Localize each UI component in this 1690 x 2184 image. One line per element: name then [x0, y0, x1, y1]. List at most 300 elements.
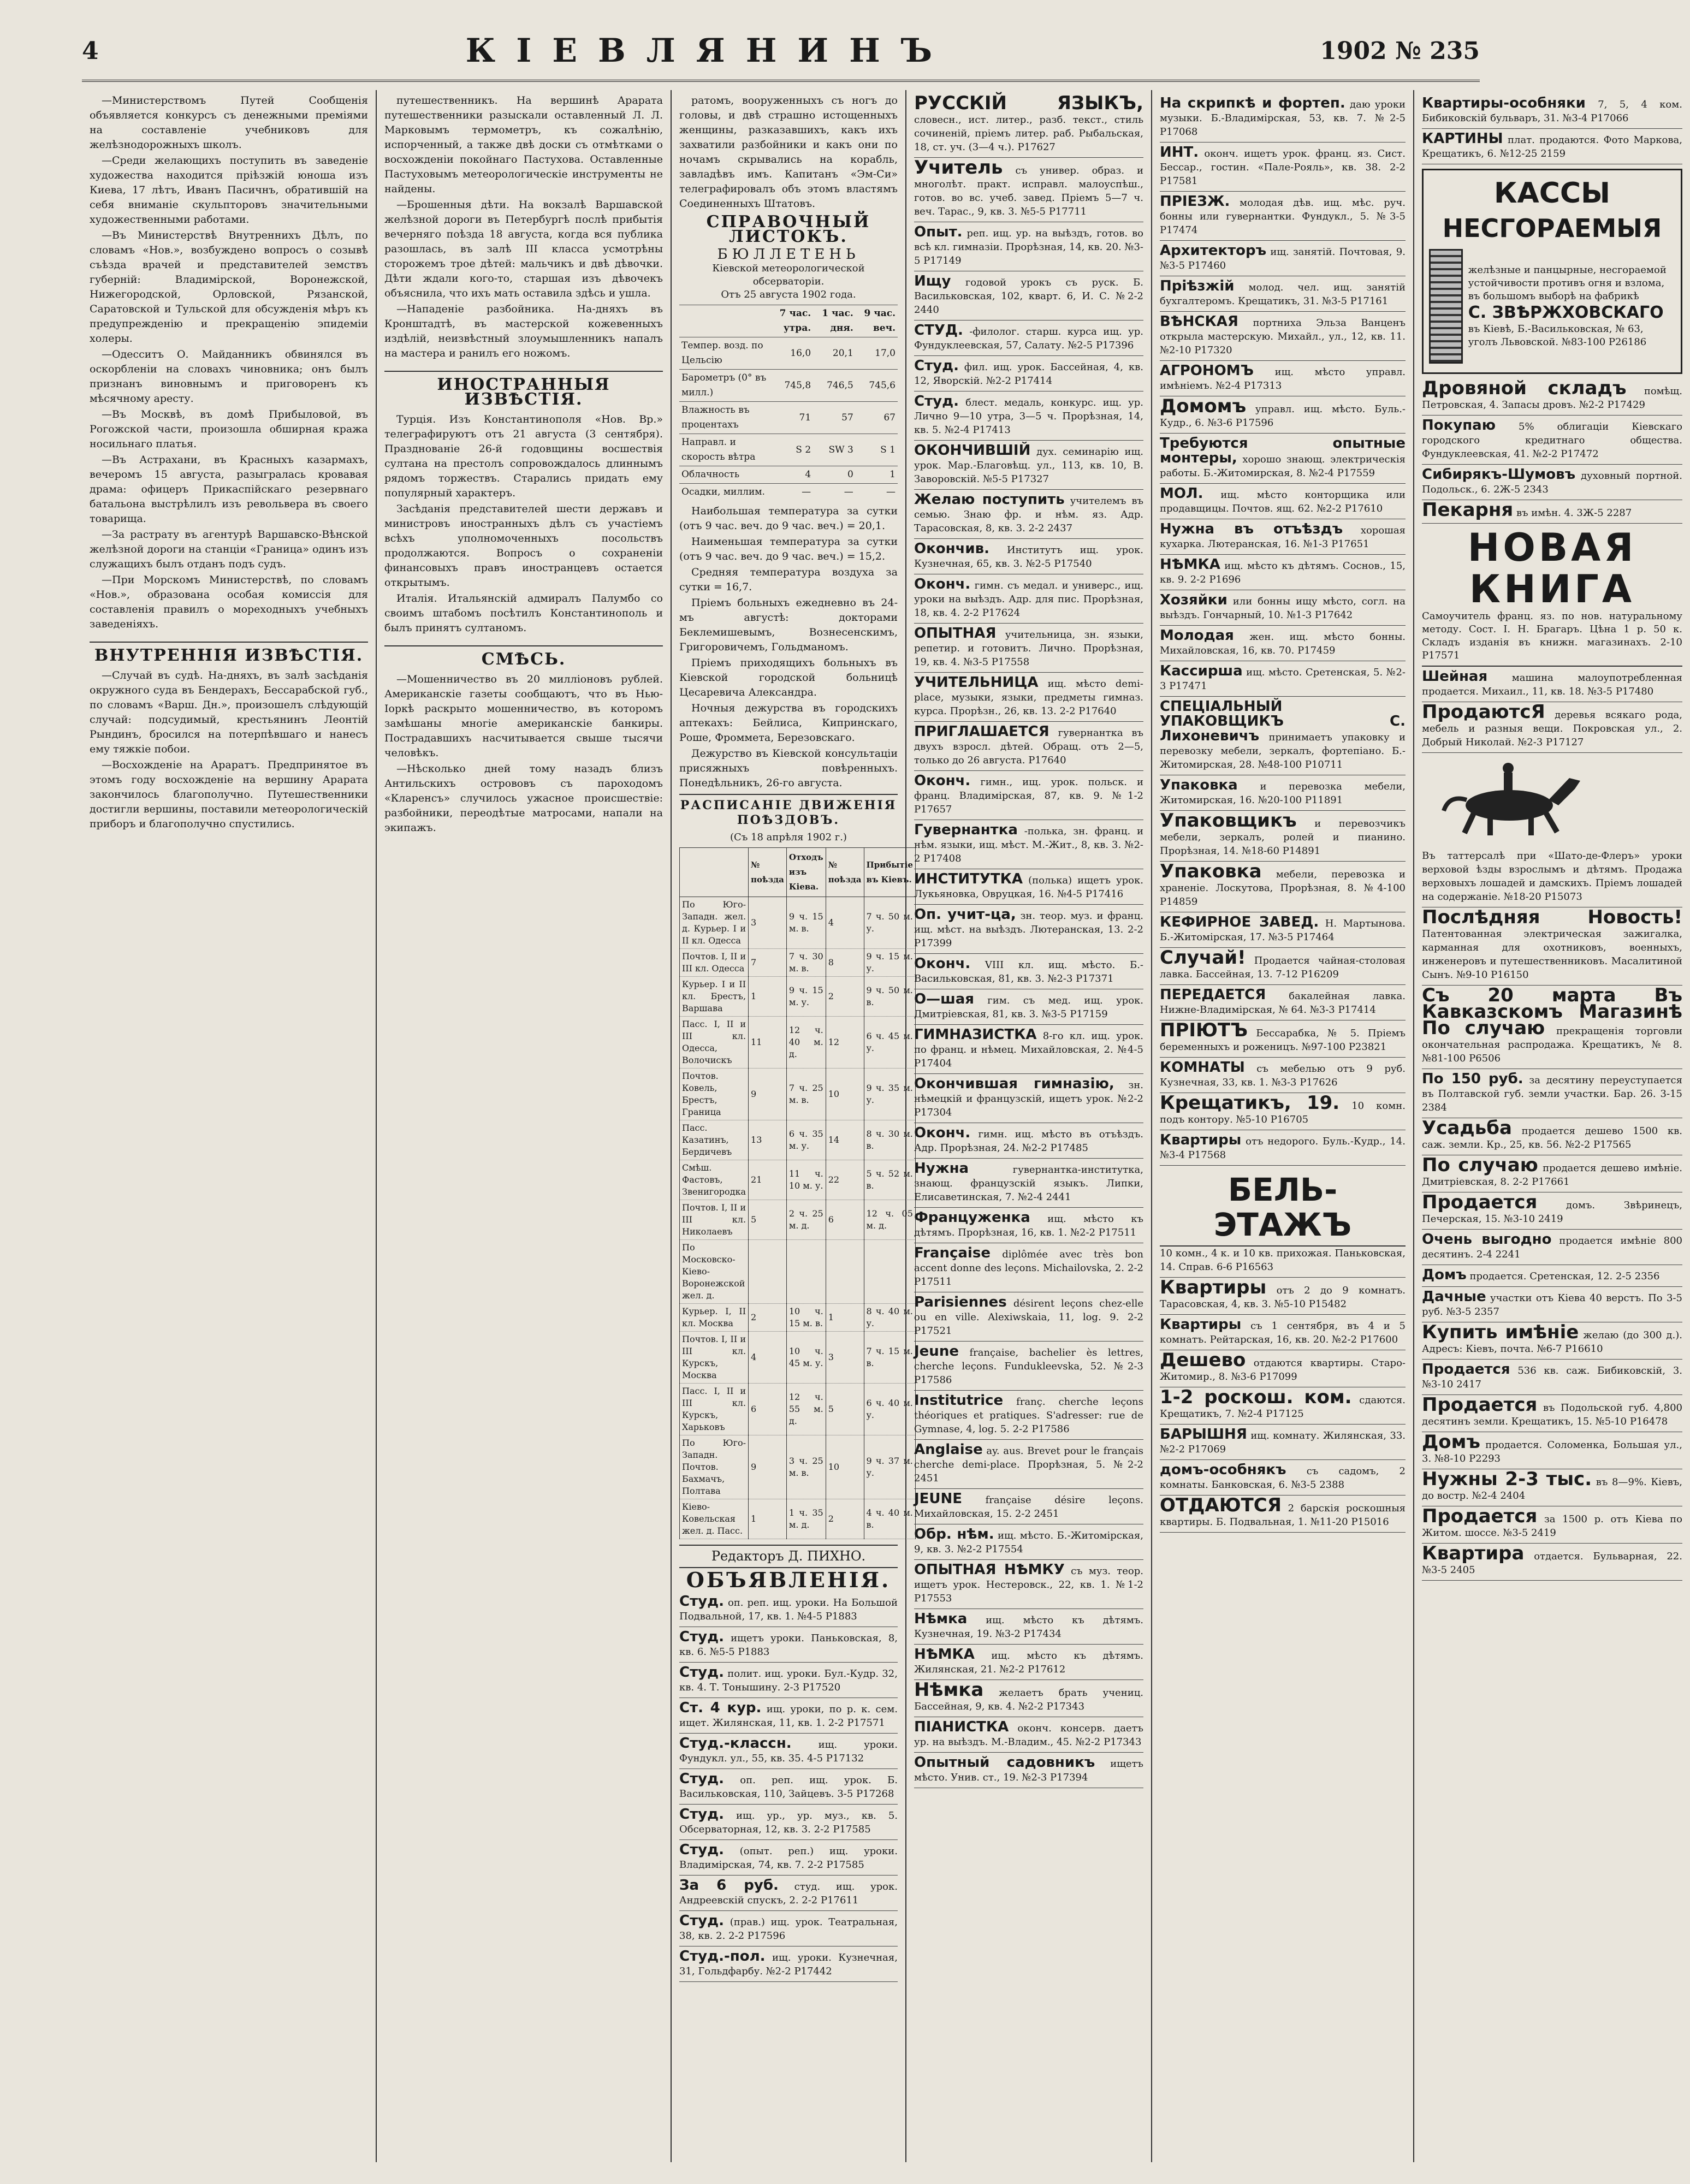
- weather-header: 9 час. веч.: [856, 305, 898, 337]
- section-title-miscellany: СМѢСЬ.: [384, 645, 663, 667]
- reference-sheet-title: СПРАВОЧНЫЙ ЛИСТОКЪ.: [706, 212, 871, 246]
- advertisement: [914, 271, 1143, 321]
- ad-headline: Institutrice: [914, 1392, 1004, 1409]
- ad-headline: JEUNE: [914, 1491, 963, 1507]
- ad-headline: Студ.: [914, 358, 959, 374]
- safe-title: КАССЫ: [1494, 177, 1610, 210]
- weather-note: Наибольшая температура за сутки (отъ 9 час. веч. до 9 час. веч.) = 20,1.: [679, 505, 898, 532]
- ad-text: française désire leçons. Михайловская, 15. 2-2 2451: [914, 1494, 1143, 1520]
- ad-text: плат. продаются. Фото Маркова, Крещатикъ, 6. №12-25 2159: [1422, 134, 1682, 159]
- ad-text: отъ 2 до 9 комнатъ. Тарасовская, 4, кв. 3. №5-10 P15482: [1160, 1285, 1406, 1310]
- ad-headline: За 6 руб.: [679, 1877, 779, 1894]
- observatory-name: Кіевской метеорологической обсерваторіи.: [712, 263, 865, 287]
- train-row: [680, 1120, 916, 1160]
- ad-text: желаю (до 300 д.). Адресъ: Кіевъ, почта. №6-7 P16610: [1422, 1330, 1682, 1355]
- train-cell: 13: [749, 1120, 787, 1160]
- ad-headline: Продается: [1422, 1361, 1510, 1378]
- ad-text: въ имѣн. 4. 3Ж-5 2287: [1516, 507, 1632, 519]
- ad-headline: Квартиры-особняки: [1422, 95, 1586, 111]
- ad-headline: Случай!: [1160, 947, 1246, 969]
- ad-headline: Покупаю: [1422, 417, 1496, 434]
- advertisement: [1160, 396, 1406, 434]
- advertisement: [1422, 1395, 1682, 1432]
- weather-cell: 746,5: [813, 370, 856, 402]
- train-row: [680, 949, 916, 977]
- train-cell: 9 ч. 37 м. у.: [864, 1435, 915, 1499]
- ad-text: даю уроки музыки. Б.-Владимірская, 53, кв. 7. №2-5 P17068: [1160, 99, 1406, 138]
- train-cell: 6: [749, 1384, 787, 1435]
- advertisement: [1160, 1387, 1406, 1425]
- news-paragraph: —Министерствомъ Путей Сообщенія объявляется конкурсъ съ денежными преміями на составленіе учебниковъ для желѣзнодорожныхъ школъ.: [90, 94, 368, 151]
- issue-number: 1902 № 235: [1320, 37, 1480, 65]
- advertisements-title: ОБЪЯВЛЕНІЯ.: [686, 1568, 891, 1592]
- editor-line: Редакторъ Д. ПИХНО.: [679, 1545, 898, 1568]
- train-cell: 7 ч. 25 м. в.: [786, 1069, 826, 1120]
- train-cell: 5: [826, 1384, 864, 1435]
- train-cell: 5 ч. 52 м. в.: [864, 1160, 915, 1200]
- ad-headline: ОКОНЧИВШІЙ: [914, 442, 1031, 459]
- ad-headline: Пекарня: [1422, 499, 1514, 521]
- train-cell: 2: [826, 977, 864, 1017]
- ad-text: ищ. мѣсто къ дѣтямъ. Жилянская, 21. №2-2 P17612: [914, 1650, 1143, 1675]
- ad-headline: Продается: [1422, 1394, 1538, 1416]
- ad-headline: КАРТИНЫ: [1422, 130, 1503, 147]
- advertisement: [1160, 312, 1406, 361]
- train-header: Отходъ изъ Кіева.: [786, 848, 826, 897]
- advertisement: [1160, 1495, 1406, 1533]
- ad-headline: БЕЛЬ-ЭТАЖЪ: [1160, 1169, 1406, 1247]
- ad-headline: Желаю поступить: [914, 491, 1065, 508]
- ad-text: словесн., ист. литер., разб. текст., стиль сочиненій, пріемъ литер. раб. Рыбальская, 18, ст. уч. (3—4 ч.). P17627: [914, 114, 1143, 153]
- train-cell: 4: [749, 1332, 787, 1384]
- ad-text: съ универ. образ. и многолѣт. практ. исправл. малоуспѣш., готов. во вс. учеб. завед. Пріемъ 5—7 ч. веч. Тарас., 9, кв. 3. №5-5 P17711: [914, 165, 1143, 217]
- ad-headline: АГРОНОМЪ: [1160, 363, 1254, 379]
- train-row: [680, 1304, 916, 1332]
- safe-title-2: НЕСГОРАЕМЫЯ: [1442, 213, 1662, 243]
- train-cell: По Юго-Западн. Почтов. Бахмачъ, Полтава: [680, 1435, 749, 1499]
- train-cell: Пасс. I, II и III кл. Курскъ, Харьковъ: [680, 1384, 749, 1435]
- ad-text: за десятину переуступается въ Полтавской губ. земли участки. Бар. 26. 3-15 2384: [1422, 1075, 1682, 1113]
- ad-headline: СТУД.: [914, 322, 963, 339]
- advertisement: [914, 222, 1143, 271]
- train-cell: Пасс. I, II и III кл. Одесса, Волочискъ: [680, 1017, 749, 1069]
- ad-text: (полька) ищетъ урок. Лукьяновка, Овруцкая, 16. №4-5 P17416: [914, 875, 1143, 900]
- ad-text: гимн. съ медал. и универс., ищ. уроки на выѣздъ. Адр. для пис. Прорѣзная, 18, кв. 4. 2-2 P17624: [914, 580, 1144, 619]
- book-title: НОВАЯ: [1467, 525, 1637, 570]
- ad-headline: Требуются опытные монтеры,: [1160, 435, 1406, 466]
- train-cell: 9: [749, 1069, 787, 1120]
- ad-headline: Окончившая гимназію,: [914, 1076, 1114, 1092]
- ad-text: -филолог. старш. курса ищ. ур. Фундуклеевская, 57, Салату. №2-5 P17396: [914, 326, 1143, 351]
- ad-headline: Студ.: [679, 1664, 724, 1681]
- ad-text: зн. теор. муз. и франц. ищ. мѣст. на выѣздъ. Лютеранская, 13. 2-2 P17399: [914, 910, 1143, 949]
- weather-cell: S 1: [856, 434, 898, 466]
- train-cell: Почтов. Ковель, Брестъ, Граница: [680, 1069, 749, 1120]
- train-cell: Курьер. I, II кл. Москва: [680, 1304, 749, 1332]
- ad-headline: Продается: [1422, 1505, 1538, 1527]
- ad-headline: ВѢНСКАЯ: [1160, 313, 1238, 330]
- ad-headline: Дачные: [1422, 1289, 1486, 1305]
- ad-headline: домъ-особнякъ: [1160, 1462, 1286, 1478]
- ad-headline: ОПЫТНАЯ НѢМКУ: [914, 1562, 1065, 1578]
- weather-cell: Барометръ (0° въ милл.): [679, 370, 769, 402]
- ad-headline: ПІАНИСТКА: [914, 1719, 1009, 1735]
- advertisement: [1160, 912, 1406, 948]
- ad-text: отдается. Бульварная, 22. №3-5 2405: [1422, 1551, 1682, 1576]
- ad-text: diplômée avec très bon accent donne des leçons. Michailovska, 2. 2-2 P17511: [914, 1249, 1143, 1287]
- train-cell: 6: [826, 1200, 864, 1240]
- train-cell: 9 ч. 15 м. у.: [864, 949, 915, 977]
- advertisement: [1422, 1287, 1682, 1322]
- advertisement: [914, 1074, 1143, 1123]
- ad-text: управл. ищ. мѣсто. Буль.-Кудр., 6. №3-6 P17596: [1160, 403, 1406, 429]
- advertisement: [1422, 986, 1682, 1069]
- ad-text: оконч. консерв. даетъ ур. на выѣздъ. М.-Владим., 45. №2-2 P17343: [914, 1723, 1143, 1748]
- weather-cell: —: [856, 484, 898, 501]
- advertisement: [1160, 1166, 1406, 1278]
- advertisement: [1160, 192, 1406, 241]
- advertisement: [1160, 697, 1406, 775]
- news-paragraph: —Среди желающихъ поступить въ заведеніе художества находится пріѣзжій юноша изъ Киева, 17 лѣтъ, Иванъ Пасичнъ, обратившій на себя вниманіе скульпторовъ значительными художественными работами.: [90, 155, 368, 225]
- advertisement: [1422, 1506, 1682, 1544]
- ad-text: отъ недорого. Буль.-Кудр., 14. №3-4 P17568: [1160, 1136, 1406, 1161]
- advertisement: [914, 321, 1143, 356]
- advertisement: [914, 989, 1143, 1025]
- ad-text: ищ. ур., ур. муз., кв. 5. Обсерваторная, 12, кв. 3. 2-2 P17585: [679, 1810, 898, 1835]
- ad-text: годовой урокъ съ руск. Б. Васильковская, 102, кварт. 6, И. С. №2-2 2440: [914, 277, 1143, 316]
- ad-text: хорошая кухарка. Лютеранская, 16. №1-3 P17651: [1160, 525, 1406, 550]
- weather-header: 7 час. утра.: [769, 305, 814, 337]
- ad-headline: О—шая: [914, 991, 974, 1007]
- advertisement: [1160, 811, 1406, 862]
- ad-text: продается. Сретенская, 12. 2-5 2356: [1469, 1271, 1660, 1282]
- train-cell: Смѣш. Фастовъ, Звенигородка: [680, 1160, 749, 1200]
- advertisement: [1160, 1315, 1406, 1350]
- ad-text: молодая дѣв. ищ. мѣс. руч. бонны или гувернантки. Фундукл., 5. №3-5 P17474: [1160, 197, 1406, 236]
- advertisement: [679, 1805, 898, 1840]
- train-cell: Почтов. I, II и III кл. Одесса: [680, 949, 749, 977]
- ad-headline: ПРІЮТЪ: [1160, 1019, 1248, 1041]
- ad-text: полит. ищ. уроки. Бул.-Кудр. 32, кв. 4. Т. Тонышину. 2-3 P17520: [679, 1668, 898, 1693]
- train-cell: 6 ч. 35 м. у.: [786, 1120, 826, 1160]
- train-header: № поѣзда: [826, 848, 864, 897]
- train-cell: 9: [749, 1435, 787, 1499]
- advertisement: [1422, 1192, 1682, 1230]
- ad-headline: ПродаютсЯ: [1422, 701, 1545, 723]
- advertisement: [1160, 361, 1406, 396]
- advertisement: [914, 1123, 1143, 1159]
- column-6: [1414, 90, 1690, 2162]
- advertisement: [914, 441, 1143, 490]
- advertisement: [1160, 143, 1406, 192]
- ad-headline: Parisiennes: [914, 1294, 1007, 1310]
- advertisement: [914, 1208, 1143, 1243]
- ad-headline: Сибирякъ-Шумовъ: [1422, 466, 1576, 483]
- page-number: 4: [82, 37, 99, 65]
- ad-text: ищ. мѣсто къ дѣтямъ. Прорѣзная, 16, кв. 1. №2-2 P17511: [914, 1213, 1143, 1238]
- advertisement: [914, 158, 1143, 222]
- ad-headline: Опыт.: [914, 224, 963, 240]
- ad-text: ищ. мѣсто demi-place, музыки, языки, предметы гимназ. курса. Прорѣзн., 26, кв. 13. 2-2 P17640: [914, 678, 1143, 717]
- ad-headline: Домомъ: [1160, 395, 1247, 417]
- train-cell: 3: [749, 897, 787, 949]
- weather-cell: —: [769, 484, 814, 501]
- advertisement: [914, 1440, 1143, 1489]
- advertisement: [1422, 1265, 1682, 1287]
- ad-headline: ИНСТИТУТКА: [914, 871, 1023, 887]
- train-cell: 1: [749, 1499, 787, 1539]
- ad-headline: Опытный садовникъ: [914, 1754, 1095, 1771]
- advertisement: [679, 1946, 898, 1982]
- ad-headline: Усадьба: [1422, 1117, 1512, 1139]
- advertisement: [679, 1663, 898, 1698]
- ad-text: Бессарабка, № 5. Пріемъ беременныхъ и роженицъ. №97-100 P23821: [1160, 1028, 1406, 1053]
- ad-text: гувернантка-институтка, знающ. французскій языкъ. Липки, Елисаветинская, 7. №2-4 2441: [914, 1164, 1143, 1203]
- bulletin-title: БЮЛЛЕТЕНЬ: [717, 246, 860, 263]
- advertisement: [1422, 1118, 1682, 1155]
- ad-headline: Домъ: [1422, 1431, 1480, 1453]
- ad-text: прекращенія торговли окончательная распродажа. Крещатикъ, № 8. №81-100 P6506: [1422, 1025, 1682, 1064]
- ad-text: продается. Соломенка, Большая ул., 3. №8-10 P2293: [1422, 1439, 1682, 1464]
- ad-text: въ Подольской губ. 4,800 десятинъ земли. Крещатикъ, 15. №5-10 P16478: [1422, 1402, 1682, 1427]
- ad-list: [679, 1592, 898, 1982]
- ad-headline: Пріѣзжій: [1160, 278, 1235, 294]
- advertisement: [1160, 1130, 1406, 1166]
- weather-cell: 16,0: [769, 337, 814, 370]
- ad-headline: ПЕРЕДАЕТСЯ: [1160, 987, 1266, 1003]
- weather-row: [679, 466, 898, 484]
- advertisement: [679, 1627, 898, 1663]
- ad-text: Н. Мартынова. Б.-Житомірская, 17. №3-5 P17464: [1160, 918, 1406, 943]
- ad-text: Институтъ ищ. урок. Кузнечная, 65, кв. 3. №2-5 P17540: [914, 544, 1143, 569]
- ad-headline: ИНТ.: [1160, 144, 1199, 161]
- weather-cell: 0: [813, 466, 856, 484]
- ad-text: ищ. мѣсто къ дѣтямъ. Соснов., 15, кв. 9. 2-2 P1696: [1160, 560, 1406, 585]
- ad-headline: Нѣмка: [914, 1611, 968, 1627]
- ad-text: ищ. мѣсто къ дѣтямъ. Кузнечная, 19. №3-2 P17434: [914, 1615, 1143, 1640]
- advertisement: [1422, 1230, 1682, 1265]
- weather-note: Наименьшая температура за сутки (отъ 9 час. веч. до 9 час. веч.) = 15,2.: [679, 536, 898, 562]
- ad-text: ищетъ уроки. Паньковская, 8, кв. 6. №5-5 P1883: [679, 1633, 898, 1658]
- ad-headline: НѢМКА: [914, 1646, 975, 1663]
- news-paragraph: —Нѣсколько дней тому назадъ близъ Антильскихъ острововъ съ пароходомъ «Кларенсъ» случилось ужасное происшествіе: разбойники, переодѣтые матросами, напали на экипажъ.: [384, 763, 663, 834]
- train-cell: 8 ч. 30 м. в.: [864, 1120, 915, 1160]
- advertisement: [1422, 1432, 1682, 1469]
- ad-headline: Студ.: [679, 1771, 724, 1787]
- ad-text: 10 комн. подъ контору. №5-10 P16705: [1160, 1100, 1406, 1125]
- ad-text: молод. чел. ищ. занятій бухгалтеромъ. Крещатикъ, 31. №3-5 P17161: [1160, 282, 1406, 307]
- ad-text: ищ. занятій. Почтовая, 9. №3-5 P17460: [1160, 246, 1406, 271]
- ad-headline: Студ.: [679, 1842, 724, 1858]
- train-cell: 21: [749, 1160, 787, 1200]
- ad-text: учительница, зн. языки, репетир. и готовитъ. Лично. Прорѣзная, 19, кв. 4. №3-5 P17558: [914, 629, 1143, 668]
- ad-text: дух. семинарію ищ. урок. Мар.-Благовѣщ. ул., 113, кв. 10, В. Заворовскій. №5-5 P17327: [914, 446, 1143, 485]
- train-cell: По Юго-Западн. жел. д. Курьер. I и II кл. Одесса: [680, 897, 749, 949]
- ad-text: ищетъ мѣсто. Унив. ст., 19. №2-3 P17394: [914, 1758, 1143, 1783]
- ad-headline: ОПЫТНАЯ: [914, 625, 997, 642]
- ad-list: [1422, 93, 1682, 164]
- advertisement: [1160, 1350, 1406, 1387]
- safe-description: желѣзные и панцырные, несгораемой устойчивости противъ огня и взлома, въ большомъ выборѣ на фабрикѣ: [1468, 264, 1667, 302]
- ad-headline: ПРИГЛАШАЕТСЯ: [914, 723, 1049, 740]
- ad-text: ищ. уроки. Фундукл. ул., 55, кв. 35. 4-5 P17132: [679, 1739, 898, 1764]
- advertisement: [914, 673, 1143, 722]
- train-cell: 10 ч. 15 м. в.: [786, 1304, 826, 1332]
- ad-headline: Квартиры: [1160, 1132, 1242, 1148]
- advertisement: [1160, 590, 1406, 626]
- safe-address: въ Кіевѣ, Б.-Васильковская, № 63, уголъ Львовской. №83-100 P26186: [1468, 323, 1647, 348]
- advertisement: [1160, 862, 1406, 912]
- ad-text: гувернантка въ двухъ взросл. дѣтей. Обращ. отъ 2—5, только до 26 августа. P17640: [914, 727, 1143, 766]
- train-header: [680, 848, 749, 897]
- ad-headline: Квартиры: [1160, 1316, 1242, 1333]
- ad-text: VIII кл. ищ. мѣсто. Б.-Васильковская, 81, кв. 3. №2-3 P17371: [914, 959, 1143, 984]
- ad-headline: Оконч.: [914, 956, 971, 972]
- advertisement: [1422, 1544, 1682, 1581]
- ad-text: портниха Эльза Ванценъ открыла мастерскую. Михайл., ул., 12, кв. 11. №2-10 P17320: [1160, 317, 1406, 356]
- train-cell: По Московско-Кіево-Воронежской жел. д.: [680, 1240, 749, 1304]
- ad-headline: Окончив.: [914, 541, 989, 557]
- train-cell: 9 ч. 35 м. у.: [864, 1069, 915, 1120]
- train-schedule-title: РАСПИСАНІЕ ДВИЖЕНІЯ ПОѢЗДОВЪ.: [679, 794, 898, 828]
- ad-headline: КЕФИРНОЕ ЗАВЕД.: [1160, 914, 1319, 930]
- advertisement: [914, 1753, 1143, 1788]
- ad-headline: Студ.-пол.: [679, 1948, 766, 1965]
- ad-text: съ мебелью отъ 9 руб. Кузнечная, 33, кв. 1. №3-3 P17626: [1160, 1063, 1406, 1088]
- advertisement: [914, 954, 1143, 989]
- ad-text: фил. ищ. урок. Бассейная, 4, кв. 12, Яворскій. №2-2 P17414: [914, 361, 1143, 387]
- news-paragraph: ратомъ, вооруженныхъ съ ногъ до головы, и двѣ страшно истощенныхъ женщины, разказавшихъ, какъ ихъ захватили разбойники и какъ они по ночамъ скрывались на корабль, завладѣвъ имъ. Капитанъ «Эм-Си» телеграфировалъ объ этомъ властямъ Соединенныхъ Штатовъ.: [679, 94, 898, 210]
- advertisement: [1422, 129, 1682, 164]
- ad-headline: Оконч.: [914, 576, 971, 592]
- newspaper-title: КІЕВЛЯНИНЪ: [465, 32, 953, 70]
- train-row: [680, 1069, 916, 1120]
- news-paragraph: —За растрату въ агентурѣ Варшавско-Вѣнской желѣзной дороги на станціи «Граница» одинъ изъ служащихъ былъ отданъ подъ судъ.: [90, 529, 368, 570]
- ad-text: française, bachelier ès lettres, cherche leçons. Fundukleevska, 52. №2-3 P17586: [914, 1347, 1143, 1386]
- ad-headline: На скрипкѣ и фортеп.: [1160, 95, 1345, 111]
- advertisement: [914, 1243, 1143, 1292]
- horse-rider-icon: [1422, 756, 1597, 838]
- train-row: [680, 1332, 916, 1384]
- ad-text: ищ. мѣсто управл. имѣніемъ. №2-4 P17313: [1160, 366, 1406, 391]
- ad-text: ищ. комнату. Жилянская, 33. №2-2 P17069: [1160, 1430, 1406, 1455]
- ad-headline: Очень выгодно: [1422, 1231, 1552, 1248]
- train-cell: 2 ч. 25 м. д.: [786, 1200, 826, 1240]
- advertisement: [914, 624, 1143, 673]
- news-paragraph: Засѣданія представителей шести державъ и министровъ иностранныхъ дѣлъ съ участіемъ всѣхъ уполномоченныхъ посольствъ продолжаются. Вопросъ о сохраненіи финансовыхъ правъ иностранцевъ остается открытымъ.: [384, 503, 663, 589]
- train-row: [680, 1384, 916, 1435]
- ad-text: хорошо знающ. электрическія работы. Б.-Житомирская, 8. №2-4 P17559: [1160, 454, 1406, 479]
- safe-advertisement: [1422, 169, 1682, 374]
- news-paragraphs: [90, 93, 368, 632]
- ad-text: 536 кв. саж. Бибиковскій, 3. №3-10 2417: [1422, 1365, 1682, 1390]
- weather-cell: SW 3: [813, 434, 856, 466]
- train-cell: [786, 1240, 826, 1304]
- ad-headline: 1-2 роскош. ком.: [1160, 1386, 1352, 1408]
- train-cell: Кіево-Ковельская жел. д. Пасс.: [680, 1499, 749, 1539]
- ad-text: ищ. уроки. Кузнечная, 31, Гольдфарбу. №2-2 P17442: [679, 1952, 898, 1977]
- advertisement: [914, 1391, 1143, 1440]
- advertisement: [679, 1698, 898, 1734]
- ad-headline: КОМНАТЫ: [1160, 1059, 1245, 1076]
- ad-headline: Студ.: [679, 1913, 724, 1929]
- advertisement: [914, 1025, 1143, 1074]
- ad-text: мебели, перевозка и храненіе. Лоскутова, Прорѣзная, 8. №4-100 P14859: [1160, 869, 1406, 907]
- section-title-internal: ВНУТРЕННІЯ ИЗВѢСТІЯ.: [90, 642, 368, 663]
- advertisement: [1422, 416, 1682, 465]
- ad-text: духовный портной. Подольск., 6. 2Ж-5 2343: [1422, 470, 1682, 495]
- train-cell: [826, 1240, 864, 1304]
- ad-headline: НѢМКА: [1160, 556, 1220, 573]
- ad-text: принимаетъ упаковку и перевозку мебели, зеркалъ, фортепіано. Б.-Житомирская, 28. №48-100 P10711: [1160, 732, 1406, 770]
- ad-list: [914, 93, 1143, 1788]
- ad-headline: Домъ: [1422, 1267, 1467, 1283]
- advertisement: [1160, 555, 1406, 590]
- train-cell: 12 ч. 40 м. д.: [786, 1017, 826, 1069]
- column-3: [672, 90, 913, 2162]
- train-cell: 8 ч. 40 м. у.: [864, 1304, 915, 1332]
- train-row: [680, 1240, 916, 1304]
- notice: Пріемъ приходящихъ больныхъ въ Кіевской городской больницѣ Цесаревича Александра.: [679, 657, 898, 698]
- ad-headline: ГИМНАЗИСТКА: [914, 1026, 1037, 1043]
- advertisement: [679, 1840, 898, 1876]
- weather-row: [679, 370, 898, 402]
- ad-text: продается дешево имѣніе. Дмитріевская, 8. 2-2 P17661: [1422, 1162, 1682, 1188]
- train-cell: 6 ч. 40 м. у.: [864, 1384, 915, 1435]
- weather-cell: 745,6: [856, 370, 898, 402]
- ad-headline: Оп. учит-ца,: [914, 906, 1016, 923]
- bulletin-date: Отъ 25 августа 1902 года.: [721, 289, 856, 300]
- notice: Дежурство въ Кіевской консультаціи присяжныхъ повѣренныхъ. Понедѣльникъ, 26-го августа.: [679, 747, 898, 789]
- ad-text: Продается чайная-столовая лавка. Бассейная, 13. 7-12 P16209: [1160, 955, 1406, 980]
- train-row: [680, 977, 916, 1017]
- ad-text: продается имѣніе 800 десятинъ. 2-4 2241: [1422, 1235, 1682, 1260]
- weather-cell: 745,8: [769, 370, 814, 402]
- train-cell: 4: [826, 897, 864, 949]
- ad-list: [1422, 667, 1682, 753]
- ad-text: ищ. уроки, по р. к. сем. ищет. Жилянская, 11, кв. 1. 2-2 P17571: [679, 1704, 898, 1729]
- weather-cell: 4: [769, 466, 814, 484]
- ad-text: 10 комн., 4 к. и 10 кв. прихожая. Паньковская, 14. Справ. 6-6 P16563: [1160, 1248, 1406, 1273]
- ad-text: машина малоупотребленная продается. Михаил., 11, кв. 18. №3-5 P17480: [1422, 672, 1682, 697]
- advertisement: [1422, 907, 1682, 986]
- advertisement: [1160, 1020, 1406, 1058]
- news-paragraph: —Нападеніе разбойника. На-дняхъ въ Кронштадтѣ, въ мастерской кожевенныхъ издѣлій, неизвѣстный злоумышленникъ напалъ на мастера и ранилъ его ножомъ.: [384, 303, 663, 359]
- train-cell: 1 ч. 35 м. д.: [786, 1499, 826, 1539]
- ad-text: отдаются квартиры. Старо-Житомир., 8. №3-6 P17099: [1160, 1357, 1406, 1382]
- news-paragraph: —Случай въ судѣ. На-дняхъ, въ залѣ засѣданія окружного суда въ Бендерахъ, Бессарабской губ., по словамъ «Варш. Дн.», произошелъ слѣдующій случай: подсудимый, крестьянинъ Леонтій Рындинъ, бросился на потерпѣвшаго и нанесъ ему тяжкіе побои.: [90, 669, 368, 755]
- ad-text: въ 8—9%. Кіевъ, до востр. №2-4 2404: [1422, 1476, 1683, 1502]
- train-cell: 14: [826, 1120, 864, 1160]
- train-row: [680, 897, 916, 949]
- weather-cell: 17,0: [856, 337, 898, 370]
- advertisement: [1422, 1469, 1682, 1506]
- train-row: [680, 1435, 916, 1499]
- train-cell: 12: [826, 1017, 864, 1069]
- ad-text: желаетъ брать учениц. Бассейная, 9, кв. 4. №2-2 P17343: [914, 1687, 1143, 1712]
- advertisement: [1422, 1069, 1682, 1118]
- news-paragraph: —Въ Министерствѣ Внутреннихъ Дѣлъ, по словамъ «Нов.», возбуждено вопросъ о созывѣ съѣзда врачей и представителей земствъ губерній: Владимірской, Воронежской, Нижегородской, Орловской, Рязанской, Саратовской и Тульской для обсужденія мѣръ къ предупрежденію и прекращенію эпидеміи холеры.: [90, 229, 368, 345]
- ad-text: помѣщ. Петровская, 4. Запасы дровъ. №2-2 P17429: [1422, 385, 1682, 411]
- advertisement: [1160, 1425, 1406, 1460]
- advertisement: [1422, 93, 1682, 129]
- ad-list: [1422, 378, 1682, 524]
- advertisement: [1160, 241, 1406, 276]
- advertisement: [679, 1769, 898, 1805]
- weather-row: [679, 402, 898, 434]
- weather-header: [679, 305, 769, 337]
- book-description: Самоучитель франц. яз. по нов. натуральному методу. Сост. I. Н. Брагаръ. Цѣна 1 р. 50 к. Складъ изданія въ книжн. магазинахъ. 2-10 P17571: [1422, 610, 1682, 661]
